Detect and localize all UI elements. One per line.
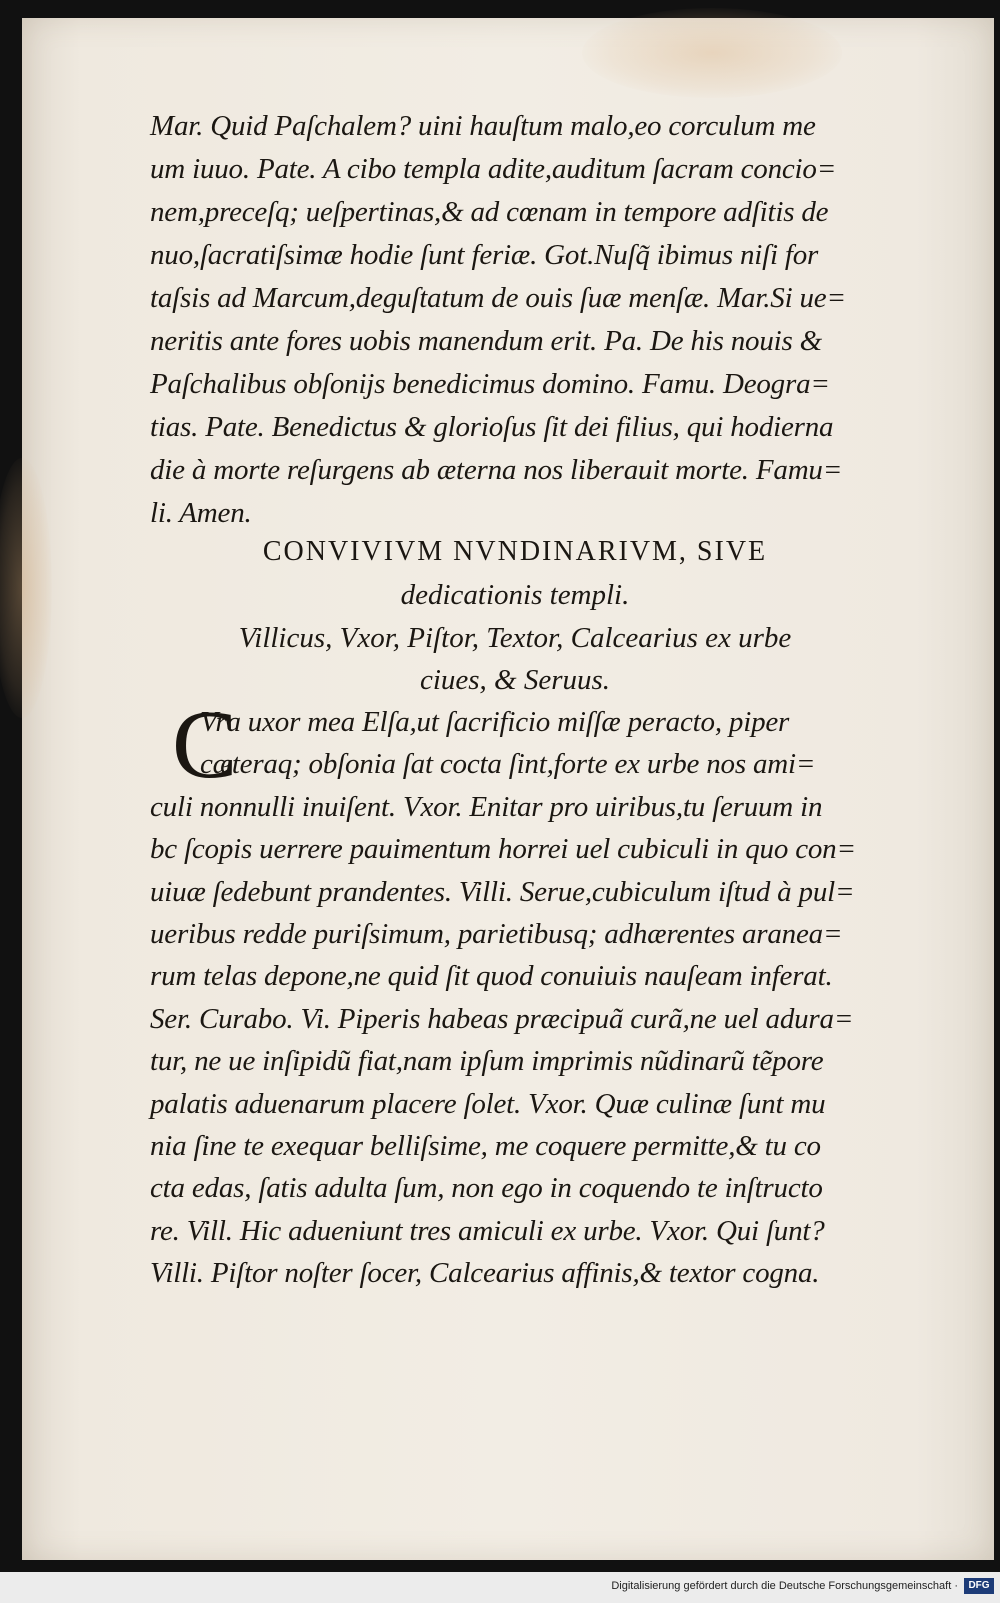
text-block-2-line: palatis aduenarum placere ſolet. Vxor. Quæ culinæ ſunt mu (150, 1087, 826, 1120)
text-block-1-line: Mar. Quid Paſchalem? uini hauſtum malo,eo corculum me (150, 110, 816, 142)
text-block-2-line: re. Vill. Hic adueniunt tres amiculi ex urbe. Vxor. Qui ſunt? (150, 1214, 825, 1247)
text-block-1-line: nem,preceſq; ueſpertinas,& ad cœnam in tempore adſitis de (150, 196, 829, 228)
text-block-2-line: nia ſine te exequar belliſsime, me coquere permitte,& tu co (150, 1130, 821, 1162)
footer-credit: Digitalisierung gefördert durch die Deutsche Forschungsgemeinschaft · (611, 1580, 958, 1592)
text-block-1-line: li. Amen. (150, 497, 252, 529)
text-block-1-line: die à morte reſurgens ab æterna nos liberauit morte. Famu= (150, 454, 843, 486)
text-block-1-line: taſsis ad Marcum,deguſtatum de ouis ſuæ menſæ. Mar.Si ue= (150, 282, 846, 314)
text-block-1-line: um iuuo. Pate. A cibo templa adite,auditum ſacram concio= (150, 153, 837, 185)
text-block-2-line: bc ſcopis uerrere pauimentum horrei uel cubiculi in quo con= (150, 833, 856, 866)
text-block-2-line: rum telas depone,ne quid ſit quod conuiuis nauſeam inferat. (150, 960, 833, 993)
text-block-1-line: tias. Pate. Benedictus & glorioſus ſit dei filius, qui hodierna (150, 411, 834, 443)
persons-list-line-2: ciues, & Seruus. (419, 664, 611, 696)
dfg-logo: DFG (964, 1578, 994, 1594)
text-block-1-line: Paſchalibus obſonijs benedicimus domino. Famu. Deogra= (150, 368, 830, 400)
text-block-2-line: Ser. Curabo. Vi. Piperis habeas præcipuã curã,ne uel adura= (150, 1002, 854, 1035)
text-block-2-line: tur, ne ue inſipidũ fiat,nam ipſum imprimis nũdinarũ tẽpore (150, 1045, 824, 1078)
text-block-2-line: Vra uxor mea Elſa,ut ſacrificio miſſæ peracto, piper (200, 706, 790, 738)
text-block-2-line: cta edas, ſatis adulta ſum, non ego in coquendo te inſtructo (150, 1172, 823, 1205)
text-block-2-line: uiuæ ſedebunt prandentes. Villi. Serue,cubiculum iſtud à pul= (150, 875, 855, 908)
text-block-2-line: cæteraq; obſonia ſat cocta ſint,forte ex urbe nos ami= (200, 748, 816, 781)
paper-stain (0, 458, 52, 718)
text-block-2-line: Villi. Piſtor noſter ſocer, Calcearius affinis,& textor cogna. (150, 1257, 820, 1290)
drop-capital: C (172, 691, 238, 799)
section-title: CONVIVIVM NVNDINARIVM, SIVE (262, 536, 768, 567)
text-block-1-line: neritis ante fores uobis manendum erit. Pa. De his nouis & (150, 325, 823, 357)
paper-stain (582, 8, 842, 98)
text-block-1-line: nuo,ſacratiſsimæ hodie ſunt feriæ. Got.Nuſq̃ ibimus niſi for (150, 239, 819, 271)
persons-list-line-1: Villicus, Vxor, Piſtor, Textor, Calcearius ex urbe (238, 622, 792, 654)
footer-bar (0, 1572, 1000, 1603)
text-block-2-line: ueribus redde puriſsimum, parietibusq; adhærentes aranea= (150, 918, 843, 950)
text-block-2-line: culi nonnulli inuiſent. Vxor. Enitar pro uiribus,tu ſeruum in (150, 790, 823, 823)
section-subtitle: dedicationis templi. (400, 579, 630, 611)
